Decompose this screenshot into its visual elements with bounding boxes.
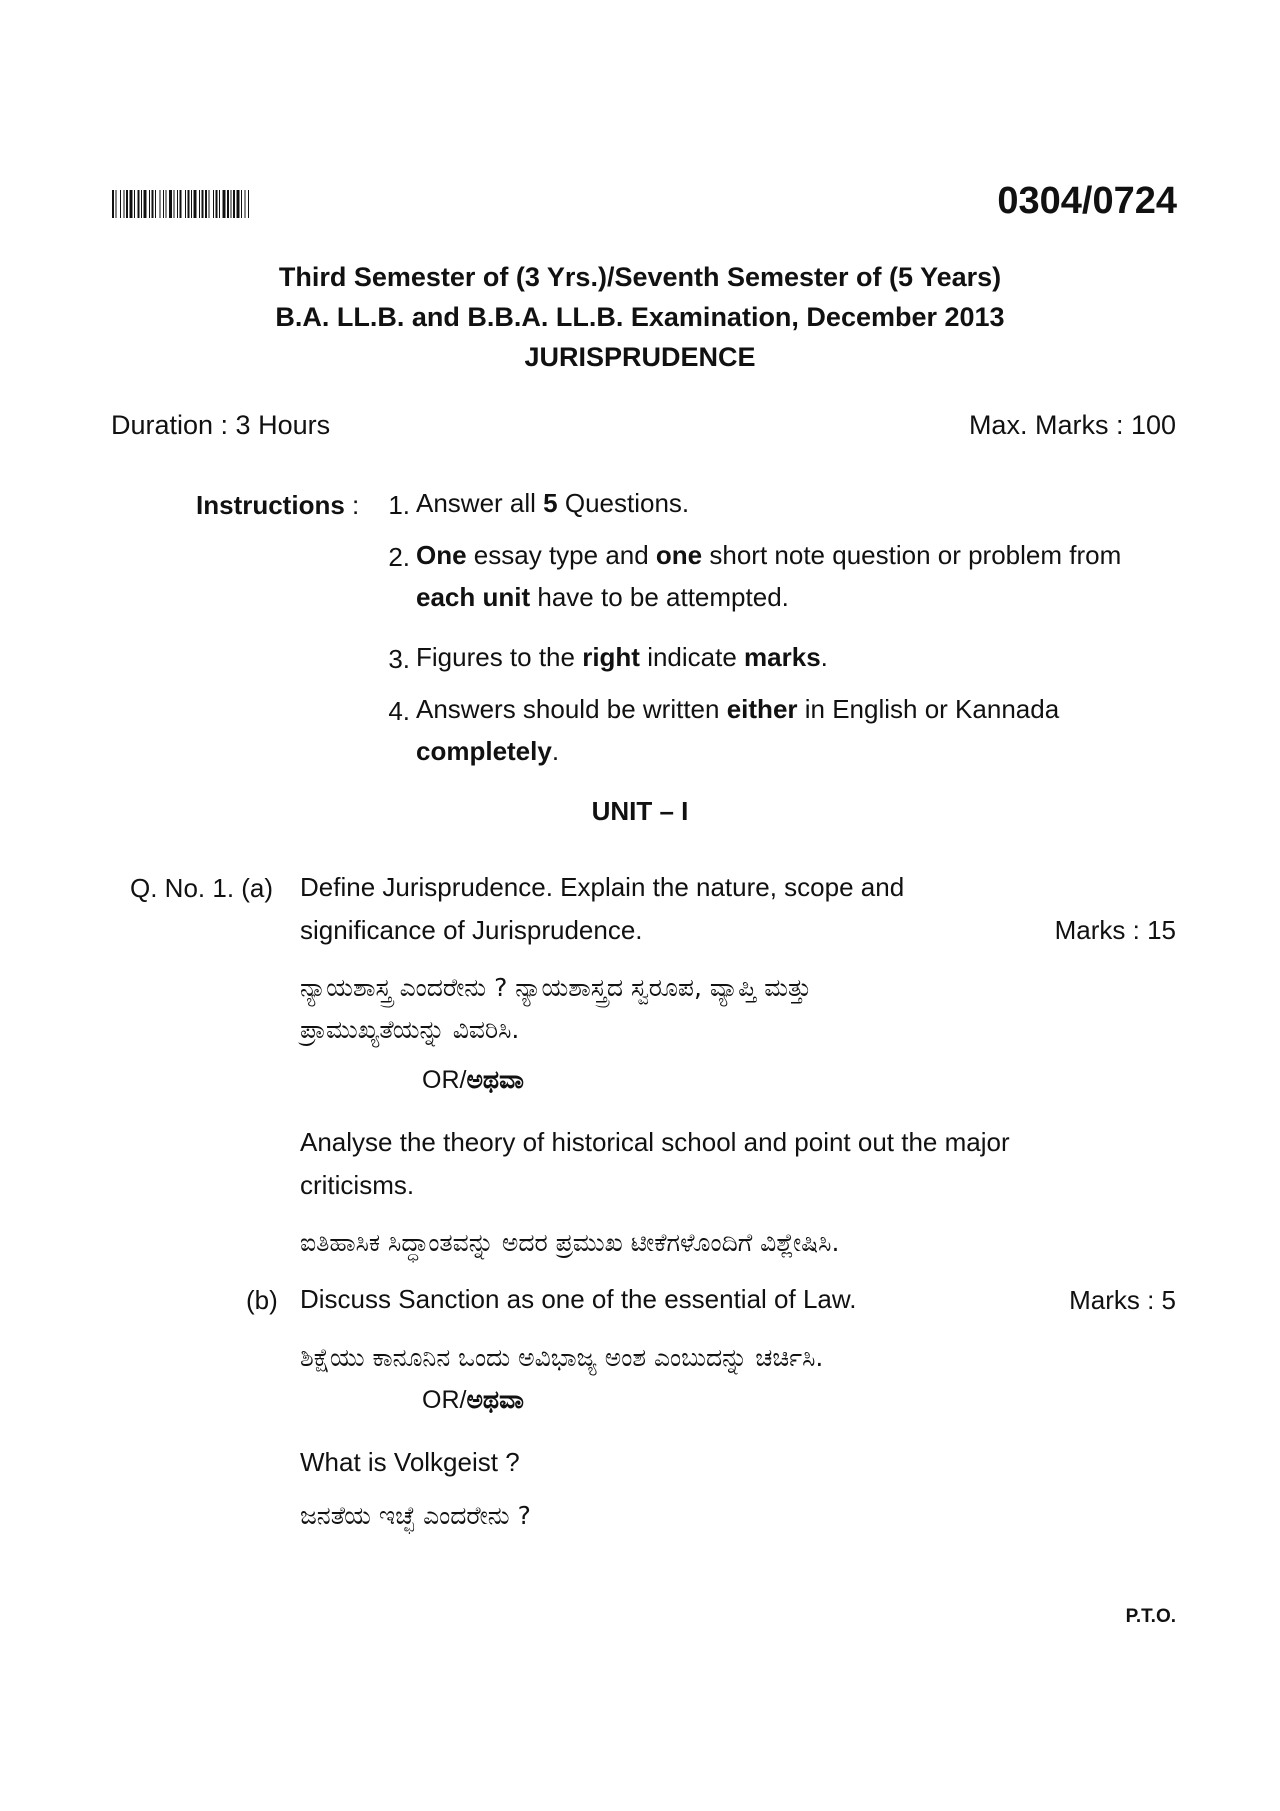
instruction-text: One essay type and one short note question or problem from each unit have to be attempted. <box>416 540 1122 612</box>
question-1b-text: Discuss Sanction as one of the essential of Law. <box>300 1284 857 1314</box>
question-1b-alt-kannada: ಜನತೆಯ ಇಚ್ಛೆ ಎಂದರೇನು ? <box>300 1501 531 1530</box>
question-1b-label: (b) <box>246 1285 278 1315</box>
or-separator-1: OR/ಅಥವಾ <box>422 1066 524 1094</box>
question-1b-marks: Marks : 5 <box>1069 1285 1176 1315</box>
question-1a-kannada: ನ್ಯಾಯಶಾಸ್ತ್ರ ಎಂದರೇನು ? ನ್ಯಾಯಶಾಸ್ತ್ರದ ಸ್ವರೂಪ, ವ್ಯಾಪ್ತಿ ಮತ್ತು ಪ್ರಾಮುಖ್ಯತೆಯನ್ನು ವಿವರಿಸಿ. <box>300 973 812 1044</box>
or-separator-2: OR/ಅಥವಾ <box>422 1386 524 1414</box>
instruction-text: Answers should be written either in English or Kannada completely. <box>416 694 1060 766</box>
instruction-text: Figures to the right indicate marks. <box>416 642 828 672</box>
please-turn-over: P.T.O. <box>1125 1606 1176 1627</box>
instruction-number: 3. <box>388 644 410 674</box>
instruction-number: 1. <box>388 490 410 520</box>
exam-title-line1: Third Semester of (3 Yrs.)/Seventh Semester of (5 Years) <box>278 262 1002 292</box>
barcode <box>112 190 352 218</box>
instruction-text: Answer all 5 Questions. <box>416 488 690 518</box>
paper-code: 0304/0724 <box>997 180 1177 222</box>
question-1b-alt-text: What is Volkgeist ? <box>300 1447 520 1477</box>
subject-title: JURISPRUDENCE <box>524 342 756 372</box>
duration: Duration : 3 Hours <box>111 410 331 440</box>
exam-title-line2: B.A. LL.B. and B.B.A. LL.B. Examination, December 2013 <box>275 302 1005 332</box>
question-1a-alt-kannada: ಐತಿಹಾಸಿಕ ಸಿದ್ಧಾಂತವನ್ನು ಅದರ ಪ್ರಮುಖ ಟೀಕೆಗಳೊಂದಿಗೆ ವಿಶ್ಲೇಷಿಸಿ. <box>300 1228 840 1257</box>
question-1a-alt-text: Analyse the theory of historical school and point out the major criticisms. <box>300 1127 1010 1200</box>
instructions-label: Instructions : <box>196 490 360 520</box>
unit-heading: UNIT – I <box>591 796 689 826</box>
question-1a-marks: Marks : 15 <box>1054 915 1176 945</box>
instruction-number: 2. <box>388 542 410 572</box>
max-marks: Max. Marks : 100 <box>968 410 1176 440</box>
question-1a-text: Define Jurisprudence. Explain the nature, scope and significance of Jurisprudence. <box>300 872 905 945</box>
instruction-number: 4. <box>388 696 410 726</box>
question-label: Q. No. 1. (a) <box>130 873 274 903</box>
question-1b-kannada: ಶಿಕ್ಷೆಯು ಕಾನೂನಿನ ಒಂದು ಅವಿಭಾಜ್ಯ ಅಂಶ ಎಂಬುದನ್ನು ಚರ್ಚಿಸಿ. <box>300 1343 824 1372</box>
